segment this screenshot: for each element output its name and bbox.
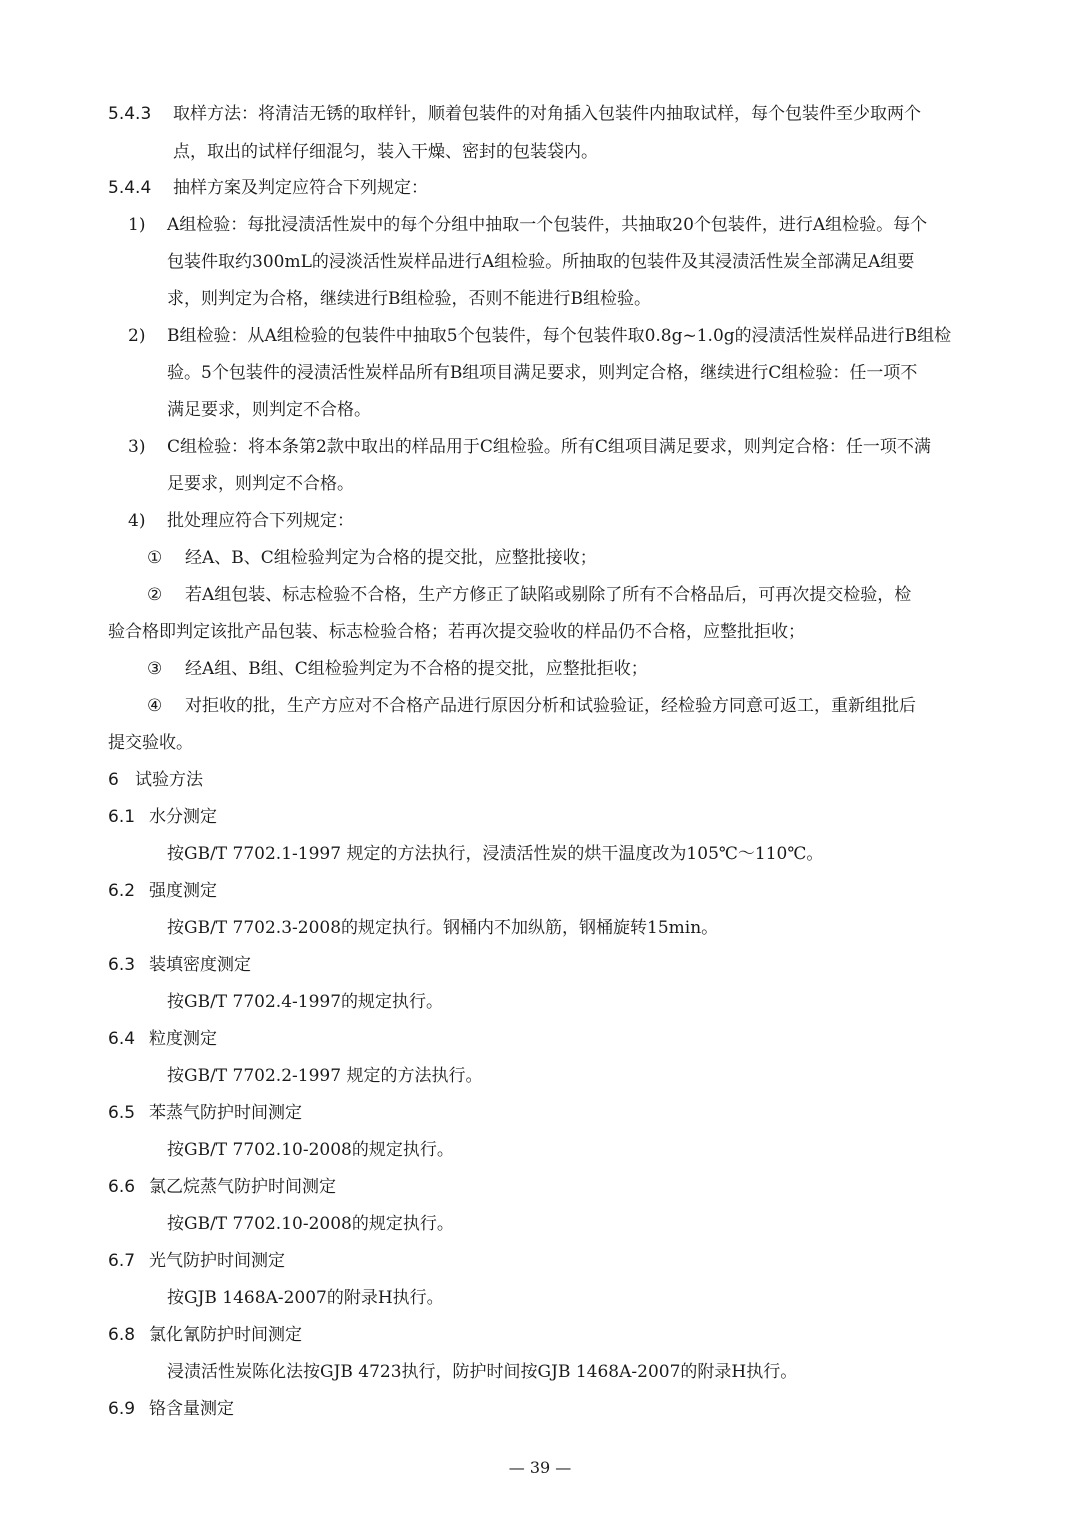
subsection-title: 铬含量测定 — [149, 1399, 234, 1419]
subsection-number: 6.3 — [108, 955, 136, 975]
subsection-number: 6.7 — [108, 1251, 136, 1271]
subsection-body: 按GB/T 7702.4-1997的规定执行。 — [167, 992, 444, 1012]
sub-item-line: 验合格即判定该批产品包装、标志检验合格；若再次提交验收的样品仍不合格，应整批拒收； — [108, 622, 805, 642]
subsection-title: 粒度测定 — [149, 1029, 217, 1049]
subsection-number: 6.8 — [108, 1325, 136, 1345]
subsection-body: 按GB/T 7702.10-2008的规定执行。 — [167, 1214, 454, 1234]
subsection-body: 按GJB 1468A-2007的附录H执行。 — [167, 1288, 444, 1308]
list-item-line: B组检验：从A组检验的包装件中抽取5个包装件，每个包装件取0.8g~1.0g的浸渍活性炭样品进行B组检 — [167, 326, 952, 346]
sub-item-line: 若A组包装、标志检验不合格，生产方修正了缺陷或剔除了所有不合格品后，可再次提交检验，检 — [185, 585, 912, 605]
page-number: — 39 — — [508, 1458, 572, 1477]
list-item-line: 包装件取约300mL的浸淡活性炭样品进行A组检验。所抽取的包装件及其浸渍活性炭全部满足A组要 — [167, 252, 915, 272]
subsection-title: 强度测定 — [149, 881, 217, 901]
subsection-title: 氯乙烷蒸气防护时间测定 — [149, 1177, 336, 1197]
subsection-number: 6.2 — [108, 881, 136, 901]
list-item-line: A组检验：每批浸渍活性炭中的每个分组中抽取一个包装件，共抽取20个包装件，进行A组检验。每个 — [167, 215, 928, 235]
circled-number-4: ④ — [147, 696, 163, 716]
clause-5-4-3-number: 5.4.3 — [108, 104, 152, 124]
circled-number-3: ③ — [147, 659, 163, 679]
list-item-line: 满足要求，则判定不合格。 — [167, 400, 371, 420]
clause-5-4-4-title: 抽样方案及判定应符合下列规定： — [173, 178, 428, 198]
subsection-number: 6.6 — [108, 1177, 136, 1197]
subsection-number: 6.1 — [108, 807, 136, 827]
clause-5-4-3-line-1: 取样方法：将清洁无锈的取样针，顺着包装件的对角插入包装件内抽取试样，每个包装件至少取两个 — [173, 104, 921, 124]
subsection-body: 浸渍活性炭陈化法按GJB 4723执行，防护时间按GJB 1468A-2007的附录H执行。 — [167, 1362, 798, 1382]
list-item-line: C组检验：将本条第2款中取出的样品用于C组检验。所有C组项目满足要求，则判定合格：任一项不满 — [167, 437, 931, 457]
subsection-title: 苯蒸气防护时间测定 — [149, 1103, 302, 1123]
list-item-number: 4) — [128, 511, 146, 531]
circled-number-1: ① — [147, 548, 163, 568]
list-item-line: 足要求，则判定不合格。 — [167, 474, 354, 494]
subsection-body: 按GB/T 7702.3-2008的规定执行。钢桶内不加纵筋，钢桶旋转15min。 — [167, 918, 719, 938]
clause-5-4-3-line-2: 点，取出的试样仔细混匀，装入干燥、密封的包装袋内。 — [173, 142, 598, 162]
subsection-number: 6.5 — [108, 1103, 136, 1123]
subsection-number: 6.4 — [108, 1029, 136, 1049]
circled-number-2: ② — [147, 585, 163, 605]
subsection-title: 水分测定 — [149, 807, 217, 827]
list-item-line: 求，则判定为合格，继续进行B组检验，否则不能进行B组检验。 — [167, 289, 651, 309]
list-item-line: 批处理应符合下列规定： — [167, 511, 354, 531]
clause-5-4-4-number: 5.4.4 — [108, 178, 152, 198]
sub-item-line: 经A组、B组、C组检验判定为不合格的提交批，应整批拒收； — [185, 659, 648, 679]
list-item-number: 1) — [128, 215, 146, 235]
list-item-number: 2) — [128, 326, 146, 346]
subsection-title: 光气防护时间测定 — [149, 1251, 285, 1271]
list-item-line: 验。5个包装件的浸渍活性炭样品所有B组项目满足要求，则判定合格，继续进行C组检验：任一项不 — [167, 363, 918, 383]
sub-item-line: 经A、B、C组检验判定为合格的提交批，应整批接收； — [185, 548, 597, 568]
subsection-title: 装填密度测定 — [149, 955, 251, 975]
subsection-body: 按GB/T 7702.10-2008的规定执行。 — [167, 1140, 454, 1160]
subsection-number: 6.9 — [108, 1399, 136, 1419]
sub-item-line: 提交验收。 — [108, 733, 193, 753]
section-6-title: 试验方法 — [135, 770, 203, 790]
subsection-body: 按GB/T 7702.2-1997 规定的方法执行。 — [167, 1066, 483, 1086]
subsection-body: 按GB/T 7702.1-1997 规定的方法执行，浸渍活性炭的烘干温度改为105℃～110℃。 — [167, 844, 824, 864]
subsection-title: 氯化氰防护时间测定 — [149, 1325, 302, 1345]
list-item-number: 3) — [128, 437, 146, 457]
sub-item-line: 对拒收的批，生产方应对不合格产品进行原因分析和试验验证，经检验方同意可返工，重新组批后 — [185, 696, 916, 716]
section-6-number: 6 — [108, 770, 119, 790]
